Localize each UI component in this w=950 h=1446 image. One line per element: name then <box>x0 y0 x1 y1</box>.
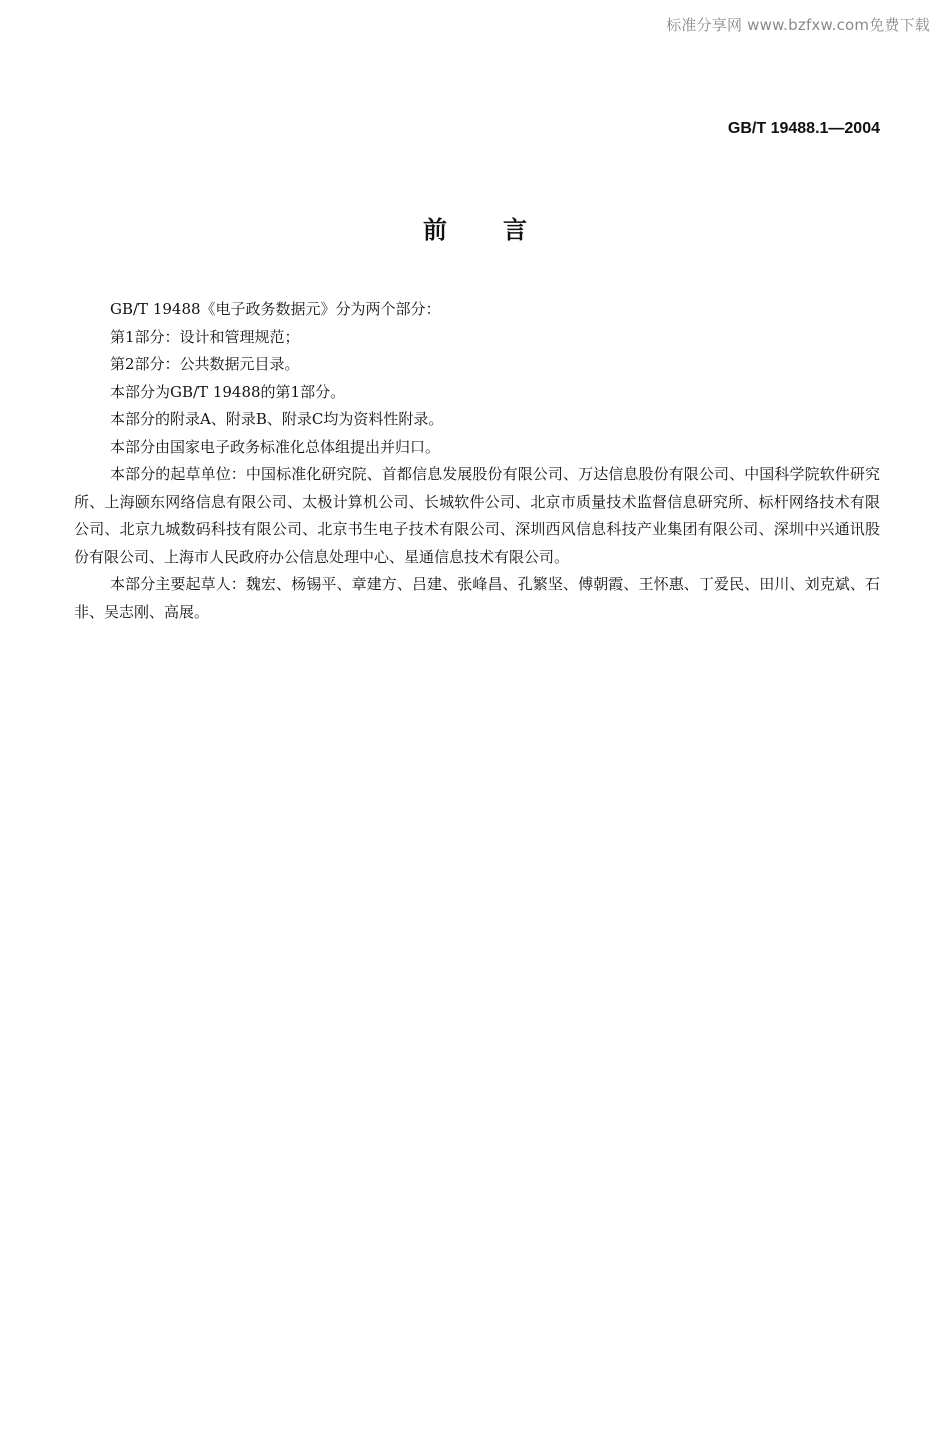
paragraph-drafting-units: 本部分的起草单位：中国标准化研究院、首都信息发展股份有限公司、万达信息股份有限公司、中国科学院软件研究所、上海颐东网络信息有限公司、太极计算机公司、长城软件公司、北京市质量技术监督信息研究所、标杆网络技术有限公司、北京九城数码科技有限公司、北京书生电子技术有限公司、深圳西风信息科技产业集团有限公司、深圳中兴通讯股份有限公司、上海市人民政府办公信息处理中心、星通信息技术有限公司。 <box>74 465 880 566</box>
paragraph-part-1: 第1部分：设计和管理规范； <box>110 327 300 346</box>
paragraph-annexes: 本部分的附录A、附录B、附录C均为资料性附录。 <box>110 410 444 428</box>
foreword-body <box>74 296 880 626</box>
paragraph-parts-intro: GB/T 19488《电子政务数据元》分为两个部分： <box>110 300 441 318</box>
paragraph-this-part: 本部分为GB/T 19488的第1部分。 <box>110 382 346 401</box>
paragraph-proposer: 本部分由国家电子政务标准化总体组提出并归口。 <box>110 437 441 456</box>
watermark-text: 标准分享网 www.bzfxw.com免费下载 <box>666 16 930 34</box>
paragraph-part-2: 第2部分：公共数据元目录。 <box>110 355 300 373</box>
page-title: 前言 <box>423 216 583 244</box>
paragraph-drafters: 本部分主要起草人：魏宏、杨锡平、章建方、吕建、张峰昌、孔繁坚、傅朝霞、王怀惠、丁爱民、田川、刘克斌、石非、吴志刚、高展。 <box>74 575 880 621</box>
standard-code: GB/T 19488.1—2004 <box>727 120 880 137</box>
